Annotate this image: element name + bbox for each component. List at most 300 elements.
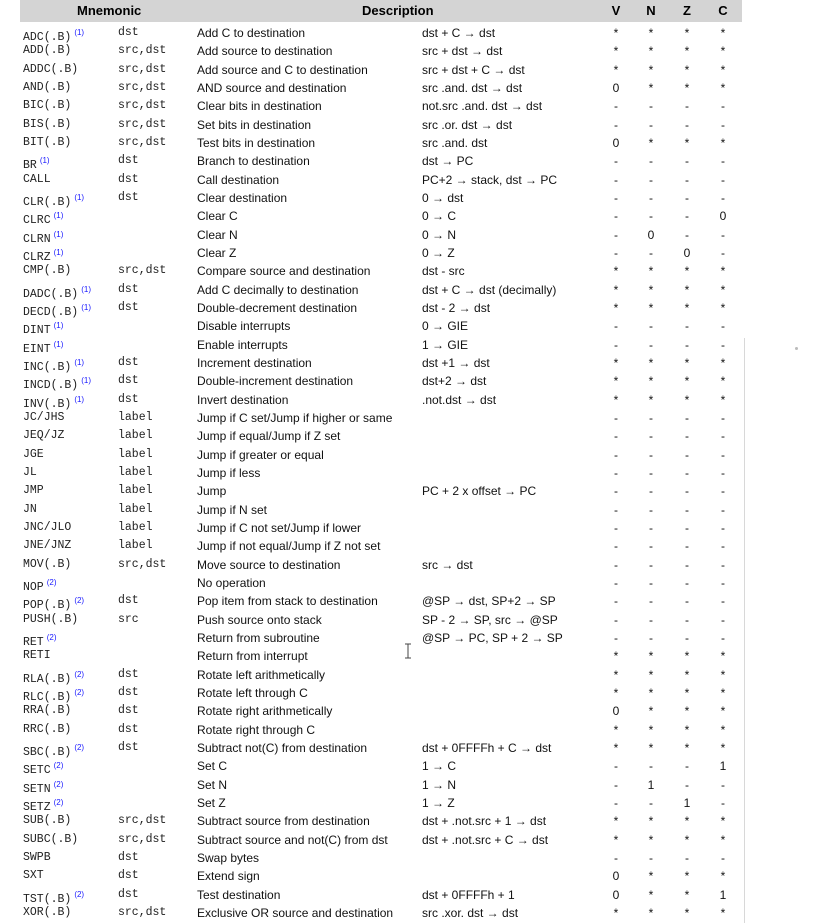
flag-v-cell: - [614,319,618,334]
footnote-ref: (1) [81,284,91,294]
footnote-ref: (2) [53,761,64,771]
mnemonic-cell [23,189,84,207]
description-cell: Add source and C to destination [197,62,368,77]
flag-c-cell: 0 [719,209,727,224]
header-description: Description [362,3,434,18]
flag-n-cell: - [649,209,653,224]
flag-c-cell: - [721,502,725,517]
operands-cell: src [118,612,139,626]
operands-cell: src,dst [118,99,167,113]
flag-z-cell: * [684,905,690,920]
mnemonic-cell [23,152,50,173]
flag-n-cell: - [649,447,653,462]
flag-n-cell: * [648,264,654,279]
description-cell: No operation [197,575,266,590]
flag-n-cell: * [648,869,654,884]
description-cell: Branch to destination [197,154,310,169]
description-cell: Jump if C set/Jump if higher or same [197,410,393,425]
mnemonic-text: PUSH(.B) [23,612,79,626]
description-cell: Set bits in destination [197,117,312,132]
flag-n-cell: - [649,557,653,572]
mnemonic-cell [23,904,71,922]
flag-z-cell: - [685,99,689,114]
mnemonic-cell [23,831,78,849]
effect-cell: src .and. dst [422,135,488,150]
flag-c-cell: * [720,264,726,279]
flag-z-cell: * [684,722,690,737]
mnemonic-cell [23,886,84,904]
table-row [0,739,814,757]
flag-v-cell: 0 [612,869,620,884]
mnemonic-text: BR [23,159,37,173]
flag-v-cell: - [614,429,618,444]
flag-c-cell: * [720,814,726,829]
description-cell: Subtract source and not(C) from dst [197,832,388,847]
operands-cell: dst [118,850,139,864]
flag-z-cell: - [685,465,689,480]
mnemonic-cell [23,262,71,280]
mnemonic-text: BIC(.B) [23,99,72,113]
flag-c-cell: * [720,649,726,664]
flag-z-cell: - [685,337,689,352]
effect-cell: src .and. dst → dst [422,80,523,95]
flag-c-cell: * [720,869,726,884]
header-c: C [718,3,728,18]
flag-z-cell: - [685,777,689,792]
flag-z-cell: * [684,704,690,719]
mnemonic-text: TST(.B) [23,892,72,906]
mnemonic-cell [23,757,64,778]
footnote-ref: (2) [74,742,85,752]
table-row [0,372,814,393]
description-cell: Return from interrupt [197,649,308,664]
effect-cell: 0 → dst [422,190,464,205]
mnemonic-text: JN [23,502,37,516]
effect-cell: src + dst + C → dst [422,62,525,77]
effect-cell: 0 → N [422,227,457,242]
operands-cell: dst [118,887,139,901]
flag-v-cell: * [613,832,619,847]
flag-v-cell: - [614,777,618,792]
flag-n-cell: - [649,759,653,774]
mnemonic-text: BIT(.B) [23,135,72,149]
operands-cell: label [118,539,153,553]
flag-n-cell: * [648,374,654,389]
table-row [0,684,814,702]
flag-c-cell: - [721,154,725,169]
mnemonic-cell [23,171,51,189]
mnemonic-text: JGE [23,447,44,461]
mnemonic-cell [23,134,71,152]
flag-z-cell: - [685,319,689,334]
flag-c-cell: - [721,795,725,810]
description-cell: Move source to destination [197,557,341,572]
flag-n-cell: - [649,319,653,334]
description-cell: Double-increment destination [197,374,354,389]
footnote-ref: (1) [74,394,85,404]
flag-c-cell: * [720,374,726,389]
operands-cell: dst [118,374,139,388]
mnemonic-text: SBC(.B) [23,745,72,759]
flag-z-cell: - [685,429,689,444]
flag-v-cell: - [614,484,618,499]
flag-z-cell: * [684,355,690,370]
effect-cell: 0 → Z [422,245,455,260]
flag-v-cell: - [614,117,618,132]
mnemonic-text: RLA(.B) [23,672,72,686]
mnemonic-cell [23,794,63,812]
operands-cell: dst [118,190,139,204]
description-cell: Clear Z [197,245,237,260]
flag-v-cell: - [614,630,618,645]
effect-cell: dst - 2 → dst [422,300,491,315]
table-row [0,152,814,173]
effect-cell: PC + 2 x offset → PC [422,484,537,499]
operands-cell: src,dst [118,135,167,149]
flag-n-cell: * [648,649,654,664]
mnemonic-text: JMP [23,484,44,498]
description-cell: Double-decrement destination [197,300,358,315]
effect-cell: not.src .and. dst → dst [422,99,543,114]
mnemonic-text: AND(.B) [23,80,72,94]
flag-n-cell: - [649,429,653,444]
flag-z-cell: - [685,172,689,187]
effect-cell: dst → PC [422,154,474,169]
flag-n-cell: - [649,172,653,187]
flag-c-cell: 1 [719,759,727,774]
flag-v-cell: - [614,99,618,114]
operands-cell: dst [118,26,139,39]
table-row [0,317,814,338]
table-row [0,226,814,244]
flag-z-cell: - [685,557,689,572]
mnemonic-cell [23,24,84,42]
flag-c-cell: * [720,685,726,700]
operands-cell: dst [118,154,139,168]
table-row [0,482,814,500]
flag-c-cell: - [721,850,725,865]
table-row [0,757,814,778]
footnote-ref: (2) [46,632,57,642]
flag-z-cell: - [685,539,689,554]
flag-z-cell: - [685,190,689,205]
table-row [0,776,814,794]
description-cell: Clear C [197,209,238,224]
description-cell: Exclusive OR source and destination [197,905,394,920]
flag-c-cell: - [721,484,725,499]
flag-n-cell: * [648,685,654,700]
mnemonic-text: INCD(.B) [23,379,79,393]
mnemonic-cell [23,556,71,574]
flag-c-cell: * [720,62,726,77]
mnemonic-text: BIS(.B) [23,117,72,131]
table-row [0,446,814,464]
description-cell: Jump if equal/Jump if Z set [197,429,341,444]
mnemonic-cell [23,464,37,482]
flag-z-cell: 1 [683,795,691,810]
description-cell: Rotate left arithmetically [197,667,326,682]
flag-n-cell: - [649,539,653,554]
flag-c-cell: * [720,905,726,920]
mnemonic-cell [23,116,71,134]
mnemonic-cell [23,97,71,115]
footnote-ref: (1) [53,247,64,257]
effect-cell: dst + .not.src + 1 → dst [422,814,547,829]
flag-n-cell: - [649,245,653,260]
mnemonic-text: CLRN [23,232,51,246]
operands-cell: dst [118,300,139,314]
flag-n-cell: * [648,44,654,59]
description-cell: Swap bytes [197,850,260,865]
flag-z-cell: * [684,80,690,95]
flag-c-cell: - [721,447,725,462]
flag-z-cell: - [685,850,689,865]
mnemonic-cell [23,721,71,739]
table-row [0,794,814,812]
footnote-ref: (2) [74,687,85,697]
mnemonic-cell [23,867,44,885]
table-row [0,611,814,629]
mnemonic-cell [23,244,63,262]
flag-z-cell: * [684,649,690,664]
flag-c-cell: * [720,44,726,59]
table-row [0,244,814,262]
flag-n-cell: - [649,594,653,609]
mnemonic-text: SUBC(.B) [23,832,79,846]
mnemonic-cell [23,647,51,665]
table-row [0,171,814,189]
description-cell: AND source and destination [197,80,347,95]
footnote-ref: (2) [53,779,64,789]
operands-cell: dst [118,667,139,681]
mnemonic-cell [23,354,84,372]
flag-z-cell: * [684,44,690,59]
description-cell: Add C to destination [197,26,306,40]
table-row [0,904,814,922]
flag-n-cell: - [649,484,653,499]
flag-v-cell: - [614,575,618,590]
flag-n-cell: - [649,99,653,114]
mnemonic-text: ADDC(.B) [23,62,79,76]
flag-n-cell: - [649,502,653,517]
mnemonic-cell [23,372,91,393]
mnemonic-text: ADD(.B) [23,44,72,58]
flag-n-cell: - [649,337,653,352]
operands-cell: label [118,502,153,516]
mnemonic-cell [23,336,63,354]
table-row [0,574,814,592]
operands-cell: label [118,520,153,534]
flag-c-cell: - [721,410,725,425]
flag-n-cell: * [648,392,654,407]
footnote-ref: (2) [74,596,85,606]
flag-z-cell: - [685,410,689,425]
description-cell: Set N [197,777,228,792]
flag-n-cell: - [649,154,653,169]
mnemonic-cell [23,592,85,613]
mnemonic-cell [23,611,78,629]
table-row [0,427,814,445]
flag-z-cell: * [684,832,690,847]
flag-z-cell: - [685,154,689,169]
mnemonic-text: CLR(.B) [23,195,72,209]
flag-z-cell: * [684,814,690,829]
flag-c-cell: - [721,594,725,609]
flag-v-cell: 0 [612,135,620,150]
effect-cell: dst +1 → dst [422,355,490,370]
mnemonic-cell [23,79,71,97]
flag-v-cell: * [613,300,619,315]
flag-c-cell: - [721,319,725,334]
flag-c-cell: - [721,777,725,792]
flag-c-cell: * [720,135,726,150]
flag-c-cell: - [721,630,725,645]
table-row [0,721,814,739]
flag-n-cell: - [649,117,653,132]
flag-n-cell: * [648,667,654,682]
flag-c-cell: * [720,392,726,407]
mnemonic-cell [23,281,91,299]
header-mnemonic: Mnemonic [77,3,142,18]
flag-v-cell: - [614,337,618,352]
operands-cell: label [118,465,153,479]
mnemonic-text: ADC(.B) [23,30,72,44]
effect-cell: 0 → GIE [422,319,469,334]
flag-v-cell: * [613,26,619,40]
operands-cell: dst [118,722,139,736]
flag-c-cell: * [720,80,726,95]
table-row [0,537,814,555]
flag-n-cell: * [648,832,654,847]
header-z: Z [683,3,691,18]
flag-c-cell: * [720,355,726,370]
mnemonic-text: SXT [23,869,44,883]
footnote-ref: (1) [74,357,85,367]
mnemonic-text: POP(.B) [23,599,72,613]
flag-z-cell: - [685,575,689,590]
effect-cell: dst - src [422,264,465,279]
mnemonic-text: CLRZ [23,250,51,264]
operands-cell: src,dst [118,44,167,58]
flag-v-cell: - [614,190,618,205]
description-cell: Test destination [197,887,281,902]
mnemonic-text: DECD(.B) [23,305,79,319]
footnote-ref: (1) [39,156,50,166]
mnemonic-text: SETN [23,782,51,796]
flag-v-cell: * [613,44,619,59]
mnemonic-text: MOV(.B) [23,557,72,571]
description-cell: Subtract not(C) from destination [197,740,368,755]
flag-c-cell: - [721,337,725,352]
table-row [0,519,814,537]
description-cell: Jump [197,484,227,499]
mnemonic-text: DINT [23,324,51,338]
flag-n-cell: 0 [647,227,655,242]
mnemonic-text: INC(.B) [23,360,72,374]
flag-c-cell: - [721,575,725,590]
scroll-edge-divider [744,338,745,923]
description-cell: Jump if N set [197,502,268,517]
operands-cell: src,dst [118,814,167,828]
flag-v-cell: * [613,264,619,279]
description-cell: Push source onto stack [197,612,322,627]
flag-v-cell: * [613,722,619,737]
flag-n-cell: - [649,612,653,627]
effect-cell: dst + 0FFFFh + 1 [422,887,515,902]
description-cell: Jump if less [197,465,261,480]
flag-n-cell: - [649,410,653,425]
description-cell: Clear N [197,227,238,242]
operands-cell: src,dst [118,832,167,846]
flag-c-cell: - [721,172,725,187]
flag-z-cell: - [685,484,689,499]
mnemonic-text: SUB(.B) [23,814,72,828]
flag-n-cell: - [649,575,653,590]
header-n: N [646,3,656,18]
table-row [0,886,814,904]
flag-v-cell: - [614,594,618,609]
table-row [0,262,814,280]
table-row [0,464,814,482]
operands-cell: label [118,484,153,498]
flag-n-cell: 1 [647,777,655,792]
description-cell: Add C decimally to destination [197,282,359,297]
footnote-ref: (1) [74,28,85,37]
footnote-ref: (2) [46,577,57,587]
footnote-ref: (1) [53,229,64,239]
mnemonic-cell [23,574,57,592]
flag-n-cell: * [648,814,654,829]
mnemonic-cell [23,446,44,464]
flag-z-cell: - [685,447,689,462]
mnemonic-cell [23,684,84,702]
description-cell: Extend sign [197,869,260,884]
mnemonic-cell [23,739,84,757]
flag-z-cell: * [684,300,690,315]
operands-cell: label [118,410,153,424]
mnemonic-cell [23,42,71,60]
flag-n-cell: * [648,887,654,902]
effect-cell: dst + C → dst [422,26,496,40]
mnemonic-text: CALL [23,172,51,186]
flag-n-cell: * [648,135,654,150]
flag-v-cell: - [614,154,618,169]
mnemonic-text: JNC/JLO [23,520,72,534]
flag-n-cell: - [649,850,653,865]
mnemonic-cell [23,702,71,720]
description-cell: Jump if C not set/Jump if lower [197,520,362,535]
table-row [0,831,814,849]
flag-n-cell: - [649,630,653,645]
description-cell: Subtract source from destination [197,814,370,829]
flag-c-cell: 1 [719,887,727,902]
mnemonic-cell [23,391,84,409]
description-cell: Call destination [197,172,280,187]
mnemonic-cell [23,776,63,794]
mnemonic-cell [23,629,57,647]
mnemonic-text: JNE/JNZ [23,539,72,553]
description-cell: Add source to destination [197,44,333,59]
operands-cell: dst [118,704,139,718]
flag-z-cell: * [684,869,690,884]
table-row [0,354,814,372]
flag-n-cell: * [648,26,654,40]
description-cell: Clear destination [197,190,288,205]
operands-cell: src,dst [118,557,167,571]
flag-z-cell: * [684,374,690,389]
flag-c-cell: - [721,227,725,242]
mnemonic-text: JEQ/JZ [23,429,65,443]
